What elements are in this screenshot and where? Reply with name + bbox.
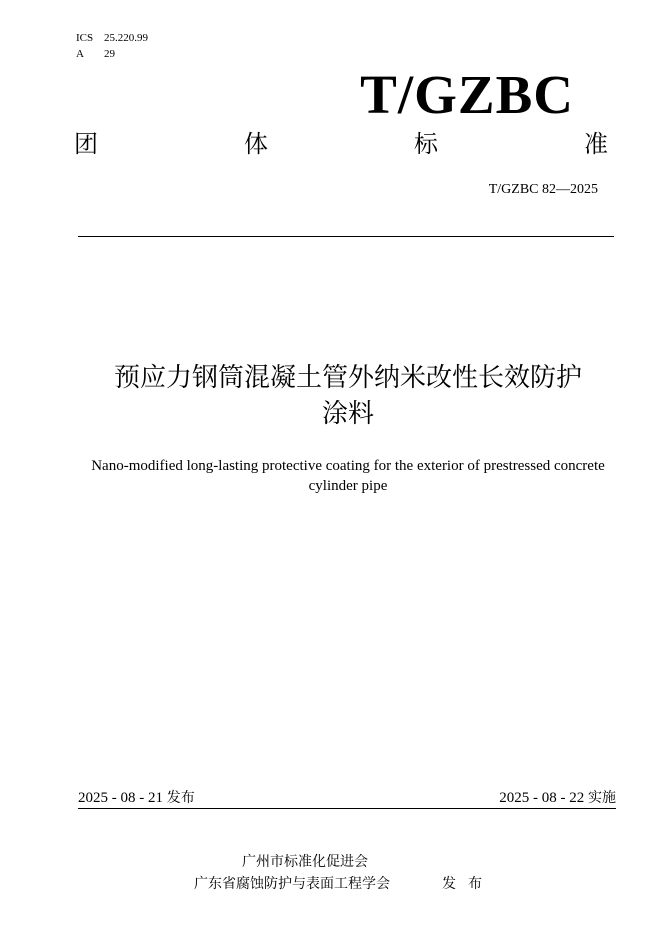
issuer-organization: 广州市标准化促进会 (242, 854, 368, 870)
chinese-title (70, 360, 626, 432)
classification-label: A (76, 48, 84, 60)
classification-code-line (76, 48, 115, 61)
doc-type-char: 准 (584, 130, 608, 158)
issuer-organization: 广东省腐蚀防护与表面工程学会 (194, 876, 390, 892)
implementation-date (499, 789, 616, 807)
ics-label: ICS (76, 32, 94, 44)
english-title-line: cylinder pipe (308, 478, 388, 494)
english-title-line: Nano-modified long-lasting protective coating for the exterior of prestressed concrete (91, 458, 605, 474)
ics-code-line (76, 32, 148, 45)
chinese-title-line: 预应力钢筒混凝土管外纳米改性长效防护 (113, 363, 582, 393)
publish-label: 发布 (166, 790, 195, 806)
publish-date-value: 2025 - 08 - 21 (78, 790, 163, 806)
standard-number: T/GZBC 82—2025 (488, 182, 598, 197)
doc-type-char: 体 (244, 130, 268, 158)
document-type-heading (74, 130, 608, 158)
doc-type-char: 标 (414, 130, 438, 158)
chinese-title-line: 涂料 (321, 399, 374, 429)
standard-brand-mark: T/GZBC (360, 64, 574, 125)
implementation-label: 实施 (588, 790, 616, 806)
classification-code: 29 (104, 48, 115, 60)
implementation-date-value: 2025 - 08 - 22 (499, 790, 585, 806)
doc-type-char: 团 (74, 130, 98, 158)
top-divider (78, 236, 614, 237)
issue-label: 发布 (442, 876, 494, 892)
ics-code: 25.220.99 (104, 32, 148, 44)
bottom-divider (78, 808, 616, 809)
publish-date (78, 789, 195, 807)
english-title (70, 456, 626, 496)
